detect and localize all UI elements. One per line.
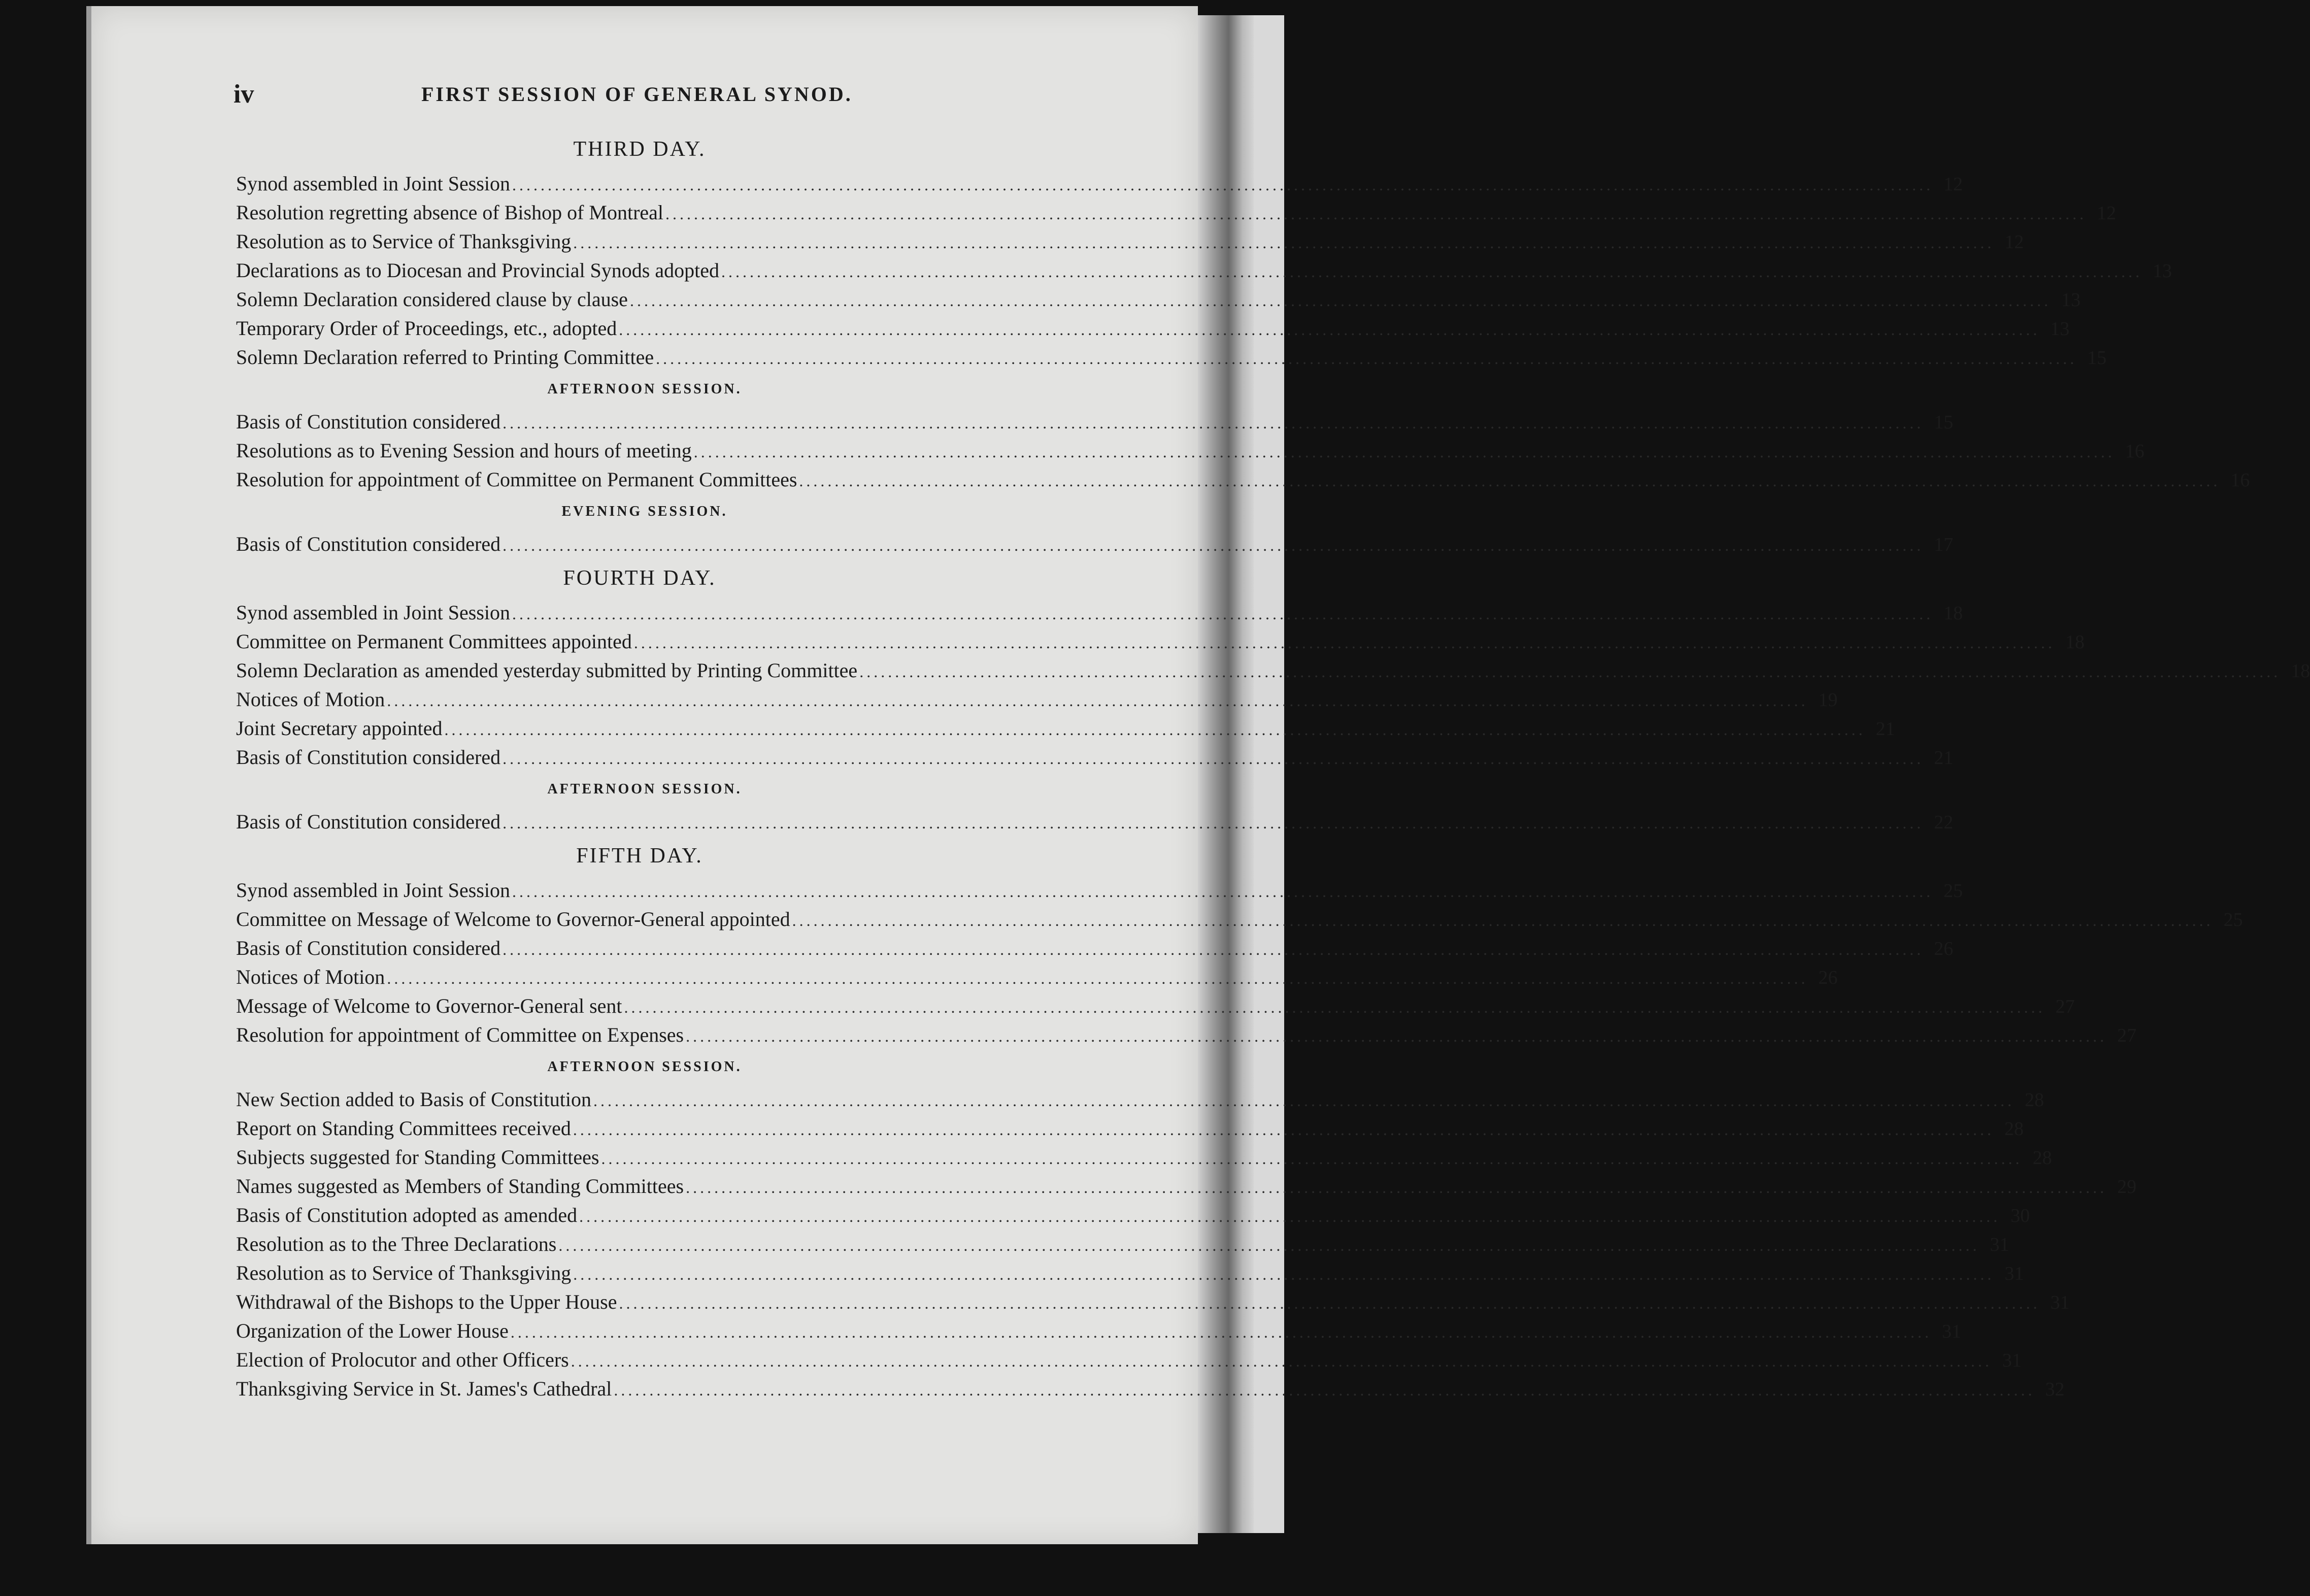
- entry-label: Names suggested as Members of Standing Committees: [236, 1175, 684, 1198]
- entry-label: Message of Welcome to Governor-General sent: [236, 994, 622, 1017]
- toc-entry: [236, 876, 1963, 905]
- day-heading: FIFTH DAY.: [576, 844, 703, 868]
- entry-page-number: 25: [1944, 880, 1963, 902]
- entry-page-number: 15: [2087, 347, 2107, 369]
- entry-page-number: 12: [1944, 174, 1963, 195]
- entry-label: Resolution regretting absence of Bishop of Montreal: [236, 201, 664, 224]
- toc-entry: [236, 743, 1954, 772]
- entry-label: Resolution as to the Three Declarations: [236, 1233, 557, 1255]
- entry-label: Resolutions as to Evening Session and hours of meeting: [236, 439, 692, 462]
- toc-entry: [236, 685, 1838, 714]
- entry-label: Resolution for appointment of Committee on Permanent Committees: [236, 468, 797, 491]
- page-header: [233, 79, 1076, 110]
- entry-label: Basis of Constitution adopted as amended: [236, 1204, 578, 1226]
- entry-page-number: 17: [1934, 534, 1954, 555]
- entry-page-number: 18: [1944, 603, 1963, 624]
- entry-page-number: 29: [2117, 1176, 2137, 1198]
- entry-page-number: 31: [1990, 1234, 2010, 1255]
- entry-label: Basis of Constitution considered: [236, 937, 501, 959]
- toc-entry: [236, 198, 2117, 227]
- dot-leader: ........................................................................................................................................................................................................: [792, 911, 2214, 929]
- dot-leader: ........................................................................................................................................................................................................: [579, 1207, 2001, 1225]
- dot-leader: ........................................................................................................................................................................................................: [721, 262, 2142, 281]
- dot-leader: ........................................................................................................................................................................................................: [573, 1120, 1994, 1139]
- entry-label: Basis of Constitution considered: [236, 746, 501, 769]
- dot-leader: ........................................................................................................................................................................................................: [444, 720, 1866, 739]
- dot-leader: ........................................................................................................................................................................................................: [633, 634, 2055, 652]
- session-heading: AFTERNOON SESSION.: [547, 1059, 742, 1075]
- dot-leader: ........................................................................................................................................................................................................: [686, 1027, 2107, 1045]
- entry-page-number: 31: [1941, 1321, 1961, 1342]
- entry-label: Thanksgiving Service in St. James's Cathedral: [236, 1377, 612, 1400]
- entry-page-number: 27: [2117, 1025, 2137, 1046]
- entry-label: Basis of Constitution considered: [236, 533, 501, 555]
- entry-label: Basis of Constitution considered: [236, 410, 501, 433]
- entry-page-number: 12: [2097, 203, 2117, 224]
- entry-page-number: 16: [2125, 441, 2145, 462]
- entry-label: Committee on Message of Welcome to Governor-General appointed: [236, 908, 790, 930]
- dot-leader: ........................................................................................................................................................................................................: [859, 662, 2281, 681]
- page-number: iv: [233, 80, 254, 109]
- dot-leader: ........................................................................................................................................................................................................: [601, 1149, 2023, 1168]
- entry-label: Resolution for appointment of Committee on Expenses: [236, 1023, 684, 1046]
- entry-label: Solemn Declaration considered clause by clause: [236, 288, 628, 311]
- toc-entry: [236, 962, 1838, 991]
- dot-leader: ........................................................................................................................................................................................................: [503, 414, 1924, 432]
- day-heading: FOURTH DAY.: [563, 567, 716, 590]
- dot-leader: ........................................................................................................................................................................................................: [503, 749, 1924, 768]
- entry-label: Synod assembled in Joint Session: [236, 879, 511, 902]
- entry-label: Organization of the Lower House: [236, 1319, 509, 1342]
- toc-entry: [236, 1229, 2010, 1258]
- entry-label: Notices of Motion: [236, 688, 385, 711]
- dot-leader: ........................................................................................................................................................................................................: [624, 998, 2046, 1016]
- toc-entry: [236, 1258, 2024, 1287]
- dot-leader: ........................................................................................................................................................................................................: [503, 536, 1924, 554]
- toc-entry: [236, 807, 1954, 836]
- dot-leader: ........................................................................................................................................................................................................: [573, 1265, 1995, 1283]
- toc-entry: [236, 656, 2310, 685]
- toc-entry: [236, 1374, 2065, 1403]
- entry-label: Basis of Constitution considered: [236, 810, 501, 833]
- entry-page-number: 16: [2230, 470, 2250, 491]
- entry-label: Election of Prolocutor and other Officers: [236, 1348, 569, 1371]
- toc-entry: [236, 1114, 2024, 1143]
- toc-entry: [236, 1345, 2022, 1374]
- running-title: FIRST SESSION OF GENERAL SYNOD.: [421, 83, 853, 106]
- entry-label: Declarations as to Diocesan and Provincial Synods adopted: [236, 259, 719, 282]
- entry-label: Report on Standing Committees received: [236, 1117, 571, 1140]
- toc-entry: [236, 256, 2172, 285]
- dot-leader: ........................................................................................................................................................................................................: [665, 205, 2087, 223]
- dot-leader: ........................................................................................................................................................................................................: [573, 234, 1995, 252]
- dot-leader: ........................................................................................................................................................................................................: [619, 320, 2040, 339]
- toc-entry: [236, 436, 2145, 465]
- toc-entry: [236, 1316, 1961, 1345]
- dot-leader: ........................................................................................................................................................................................................: [686, 1178, 2107, 1196]
- toc-entry: [236, 598, 1963, 627]
- session-heading: AFTERNOON SESSION.: [547, 781, 742, 797]
- dot-leader: ........................................................................................................................................................................................................: [571, 1352, 1992, 1370]
- toc-entry: [236, 169, 1963, 198]
- entry-label: Synod assembled in Joint Session: [236, 601, 511, 624]
- dot-leader: ........................................................................................................................................................................................................: [614, 1381, 2035, 1399]
- entry-page-number: 26: [1934, 938, 1954, 959]
- entry-label: Resolution as to Service of Thanksgiving: [236, 230, 572, 253]
- toc-entry: [236, 465, 2250, 494]
- entry-page-number: 22: [1934, 812, 1954, 833]
- entry-page-number: 25: [2223, 909, 2243, 930]
- entry-page-number: 27: [2055, 996, 2075, 1017]
- session-heading: EVENING SESSION.: [561, 504, 728, 519]
- entry-page-number: 13: [2153, 260, 2172, 282]
- entry-label: Notices of Motion: [236, 966, 385, 988]
- toc-entry: [236, 1201, 2030, 1229]
- entry-label: New Section added to Basis of Constitution: [236, 1088, 591, 1111]
- entry-page-number: 26: [1818, 967, 1838, 988]
- toc-entry: [236, 627, 2085, 656]
- dot-leader: ........................................................................................................................................................................................................: [558, 1236, 1980, 1254]
- dot-leader: ........................................................................................................................................................................................................: [387, 691, 1809, 710]
- toc-entry: [236, 1020, 2137, 1049]
- dot-leader: ........................................................................................................................................................................................................: [593, 1091, 2015, 1110]
- toc-entry: [236, 991, 2075, 1020]
- entry-label: Subjects suggested for Standing Committees: [236, 1146, 599, 1169]
- entry-page-number: 13: [2061, 289, 2081, 311]
- dot-leader: ........................................................................................................................................................................................................: [619, 1294, 2040, 1312]
- entry-page-number: 15: [1934, 412, 1954, 433]
- toc-entry: [236, 1287, 2070, 1316]
- entry-label: Solemn Declaration as amended yesterday submitted by Printing Committee: [236, 659, 858, 682]
- entry-page-number: 31: [2050, 1292, 2070, 1313]
- dot-leader: ........................................................................................................................................................................................................: [693, 443, 2115, 461]
- entry-label: Temporary Order of Proceedings, etc., adopted: [236, 317, 617, 340]
- entry-page-number: 13: [2050, 318, 2070, 340]
- dot-leader: ........................................................................................................................................................................................................: [629, 291, 2051, 310]
- toc-entry: [236, 714, 1895, 743]
- toc-entry: [236, 285, 2081, 314]
- entry-label: Joint Secretary appointed: [236, 717, 443, 740]
- toc-entry: [236, 1085, 2044, 1114]
- entry-label: Synod assembled in Joint Session: [236, 172, 511, 195]
- entry-page-number: 18: [2065, 631, 2085, 653]
- table-of-contents: [236, 129, 2310, 1403]
- day-heading: THIRD DAY.: [573, 138, 706, 161]
- toc-entry: [236, 343, 2107, 372]
- toc-entry: [236, 314, 2070, 343]
- session-heading: AFTERNOON SESSION.: [547, 381, 742, 397]
- entry-label: Committee on Permanent Committees appointed: [236, 630, 632, 653]
- entry-page-number: 28: [2032, 1147, 2052, 1169]
- entry-page-number: 19: [1818, 689, 1838, 711]
- toc-entry: [236, 1172, 2137, 1201]
- entry-page-number: 21: [1934, 747, 1954, 769]
- entry-page-number: 31: [2002, 1350, 2022, 1371]
- dot-leader: ........................................................................................................................................................................................................: [503, 940, 1924, 958]
- dot-leader: ........................................................................................................................................................................................................: [656, 349, 2078, 368]
- entry-label: Resolution as to Service of Thanksgiving: [236, 1261, 572, 1284]
- toc-entry: [236, 1143, 2052, 1172]
- entry-page-number: 28: [2024, 1089, 2044, 1111]
- entry-page-number: 28: [2004, 1118, 2024, 1140]
- entry-page-number: 31: [2004, 1263, 2024, 1284]
- dot-leader: ........................................................................................................................................................................................................: [503, 814, 1924, 832]
- entry-label: Solemn Declaration referred to Printing Committee: [236, 346, 654, 369]
- dot-leader: ........................................................................................................................................................................................................: [512, 882, 1934, 901]
- toc-entry: [236, 227, 2024, 256]
- dot-leader: ........................................................................................................................................................................................................: [510, 1323, 1932, 1341]
- entry-page-number: 18: [2291, 660, 2310, 682]
- dot-leader: ........................................................................................................................................................................................................: [512, 176, 1934, 194]
- toc-entry: [236, 905, 2243, 934]
- dot-leader: ........................................................................................................................................................................................................: [512, 605, 1934, 623]
- entry-page-number: 32: [2045, 1379, 2065, 1400]
- toc-entry: [236, 529, 1954, 558]
- toc-entry: [236, 407, 1954, 436]
- entry-label: Withdrawal of the Bishops to the Upper House: [236, 1290, 617, 1313]
- dot-leader: ........................................................................................................................................................................................................: [799, 472, 2221, 490]
- entry-page-number: 30: [2011, 1205, 2030, 1226]
- entry-page-number: 21: [1876, 718, 1895, 740]
- toc-entry: [236, 934, 1954, 962]
- dot-leader: ........................................................................................................................................................................................................: [387, 969, 1809, 987]
- entry-page-number: 12: [2004, 231, 2024, 253]
